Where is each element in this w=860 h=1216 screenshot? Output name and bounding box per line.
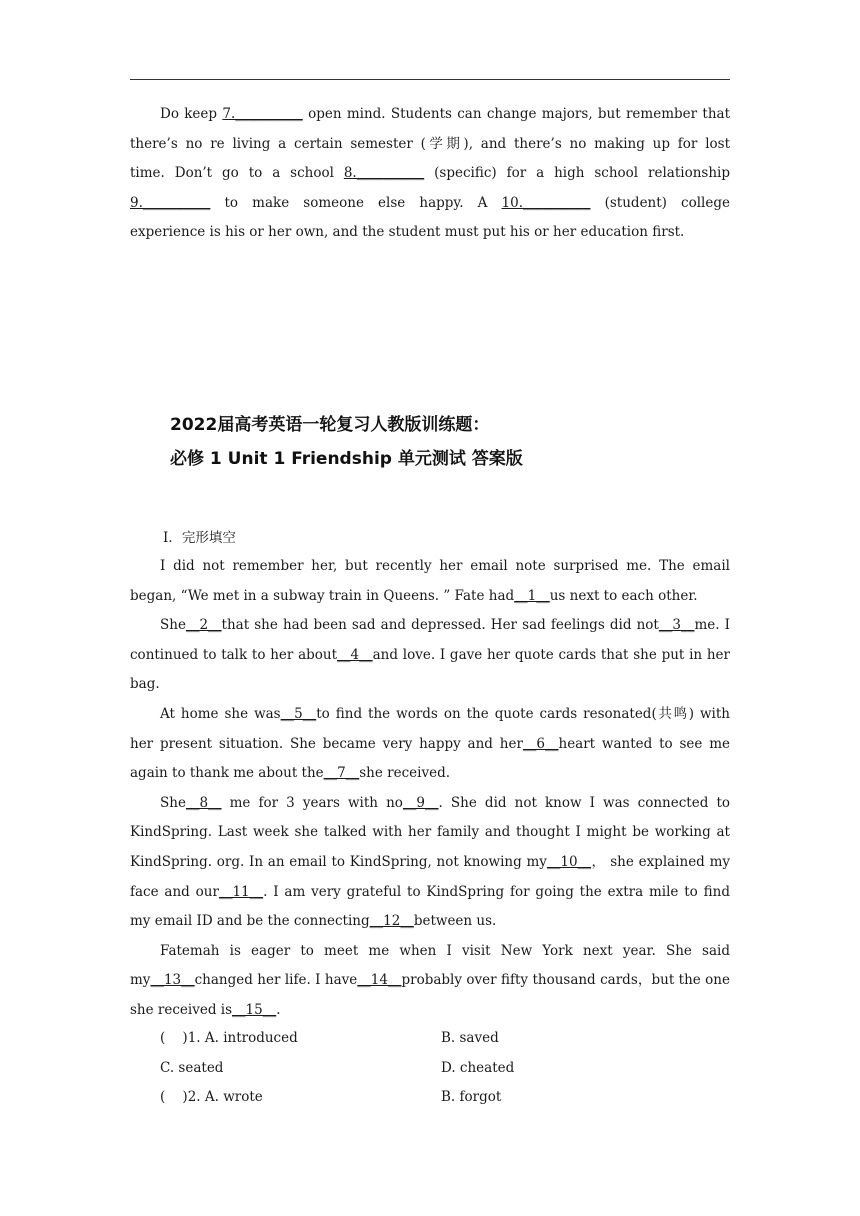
answer-blank[interactable]: __1__ bbox=[514, 587, 550, 604]
previous-passage bbox=[130, 100, 730, 248]
answer-blank[interactable]: __4__ bbox=[337, 646, 373, 663]
answer-options bbox=[160, 1024, 730, 1113]
passage-line: 9.__________ to make someone else happy. A 10.__________ (student) college bbox=[130, 194, 730, 211]
option-right[interactable]: B. forgot bbox=[441, 1089, 502, 1106]
answer-blank[interactable]: __11__ bbox=[218, 883, 264, 900]
answer-blank[interactable]: 10.__________ bbox=[501, 194, 591, 211]
passage-paragraph: She__8__ me for 3 years with no__9__. She did not know I was connected to KindSpring. Last week she talked with her family and thought I might be working at KindSpring. org. In an email to KindSpring, not knowing my__10__， she explained my face and our__11__. I am very grateful to KindSpring for going the extra mile to find my email ID and be the connecting__12__between us. bbox=[130, 794, 730, 930]
passage-paragraph: She__2__that she had been sad and depressed. Her sad feelings did not__3__me. I continued to talk to her about__4__and love. I gave her quote cards that she put in her bag. bbox=[130, 617, 730, 693]
passage-paragraph: At home she was__5__to find the words on the quote cards resonated(共鸣) with her present situation. She became very happy and her__6__heart wanted to see me again to thank me about the__7__she received. bbox=[130, 705, 730, 782]
option-row bbox=[160, 1054, 730, 1084]
answer-blank[interactable]: __14__ bbox=[357, 972, 402, 989]
option-left[interactable]: C. seated bbox=[160, 1059, 224, 1076]
option-row bbox=[160, 1024, 730, 1054]
answer-blank[interactable]: __8__ bbox=[185, 794, 222, 811]
section-heading: Ⅰ．完形填空 bbox=[163, 530, 236, 546]
answer-blank[interactable]: __5__ bbox=[280, 705, 317, 722]
title-line-1: 2022届高考英语一轮复习人教版训练题： bbox=[170, 415, 490, 435]
title-line-2: 必修 1 Unit 1 Friendship 单元测试 答案版 bbox=[170, 449, 523, 469]
passage-line: time. Don’t go to a school 8.__________ (specific) for a high school relationship bbox=[130, 165, 730, 182]
header-rule bbox=[130, 79, 730, 80]
option-left[interactable]: ( )1. A. introduced bbox=[160, 1030, 298, 1046]
answer-blank[interactable]: __15__ bbox=[232, 1001, 277, 1018]
passage-paragraph: I did not remember her, but recently her email note surprised me. The email began, “We met in a subway train in Queens. ” Fate had__1__us next to each other. bbox=[130, 558, 730, 604]
passage-line: Do keep 7.__________ open mind. Students can change majors, but remember that bbox=[160, 106, 730, 122]
cloze-passage bbox=[130, 552, 730, 1026]
option-left[interactable]: ( )2. A. wrote bbox=[160, 1089, 263, 1106]
answer-blank[interactable]: __6__ bbox=[522, 735, 559, 752]
answer-blank[interactable]: __9__ bbox=[402, 794, 439, 811]
answer-blank[interactable]: __13__ bbox=[150, 972, 195, 989]
answer-blank[interactable]: __10__ bbox=[546, 853, 592, 870]
option-row bbox=[160, 1083, 730, 1113]
document-title bbox=[170, 408, 523, 476]
answer-blank[interactable]: 7.__________ bbox=[222, 106, 303, 122]
answer-blank[interactable]: __3__ bbox=[658, 617, 695, 634]
answer-blank[interactable]: __7__ bbox=[323, 765, 360, 782]
answer-blank[interactable]: 9.__________ bbox=[130, 194, 211, 211]
passage-line: experience is his or her own, and the student must put his or her education first. bbox=[130, 224, 685, 241]
answer-blank[interactable]: __12__ bbox=[369, 913, 414, 930]
answer-blank[interactable]: 8.__________ bbox=[343, 165, 425, 182]
passage-line: there’s no re living a certain semester (学期), and there’s no making up for lost bbox=[130, 135, 730, 152]
answer-blank[interactable]: __2__ bbox=[185, 617, 222, 634]
passage-paragraph: Fatemah is eager to meet me when I visit New York next year. She said my__13__changed her life. I have__14__probably over fifty thousand cards，but the one she received is__15__. bbox=[130, 942, 730, 1018]
option-right[interactable]: D. cheated bbox=[441, 1059, 515, 1076]
option-right[interactable]: B. saved bbox=[441, 1030, 499, 1046]
